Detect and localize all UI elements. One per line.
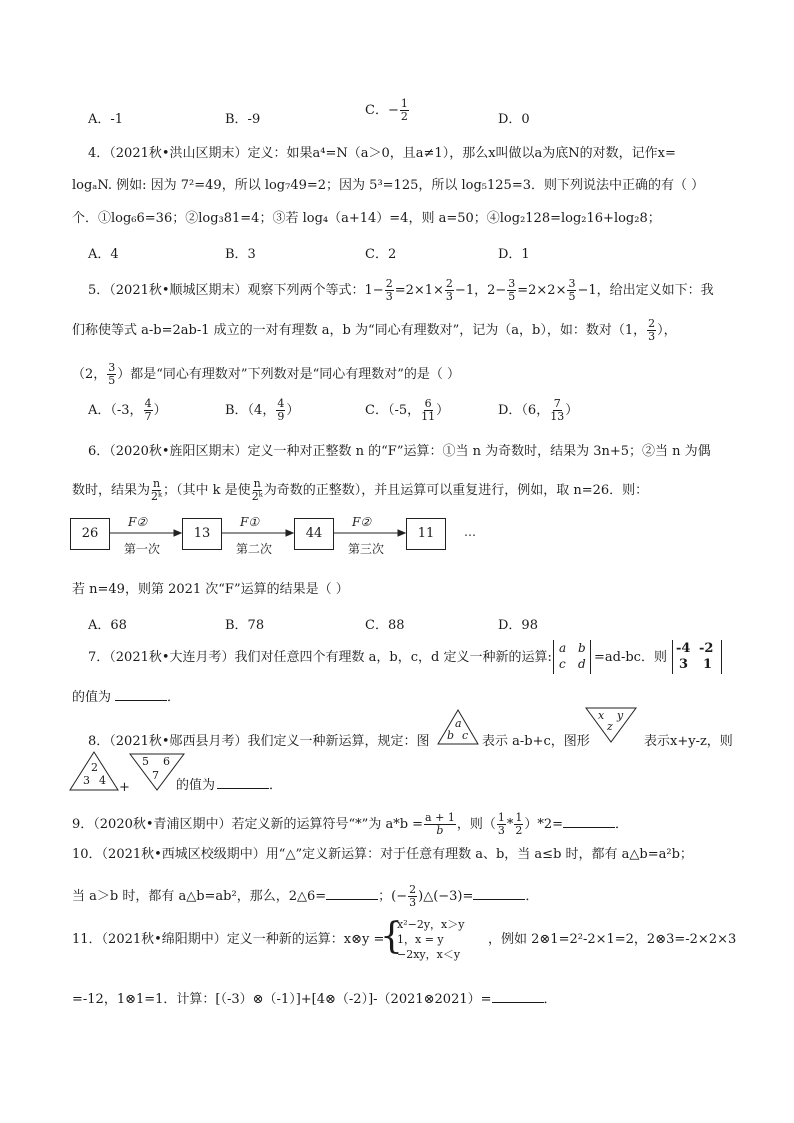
option-text: A．（-3， — [88, 403, 143, 418]
q10-line2 — [72, 884, 538, 909]
fraction-numerator: a + 1 — [425, 811, 455, 824]
fraction-denominator: 3 — [648, 330, 656, 343]
fraction-numerator: 4 — [144, 397, 152, 410]
tri-value: 3 — [83, 774, 90, 787]
option-text: C．（-5， — [365, 403, 421, 418]
q6-option-b: B．78 — [225, 618, 265, 633]
q7-line1: 7．（2021秋•大连月考）我们对任意四个有理数 a，b，c，d 定义一种新的运算: — [88, 650, 552, 665]
q7-text: 的值为 — [72, 690, 112, 705]
answer-blank[interactable] — [326, 887, 378, 900]
q11-text: =-12，1⊗1=1．计算：[（-3）⊗（-1）]+[4⊗（-2）]-（2021⊗2021）= — [72, 992, 492, 1007]
flow-box: 11 — [406, 518, 446, 550]
q10-text: ；(− — [378, 889, 408, 904]
flow-step-label: 第一次 — [124, 542, 161, 556]
fraction-denominator: 3 — [497, 824, 505, 837]
flow-ellipsis: … — [464, 525, 476, 539]
fraction-numerator: 2 — [648, 317, 656, 330]
flow-box: 13 — [182, 518, 222, 550]
q5-text: 们称使等式 a-b=2ab-1 成立的一对有理数 a，b 为“同心有理数对”，记为（a，b），如：数对（1， — [72, 323, 647, 338]
option-text: ） — [565, 403, 579, 418]
q8-line1-part2: 表示 a-b+c，图形 — [482, 734, 590, 749]
end-dot: ． — [525, 889, 539, 904]
fraction-numerator: n — [152, 477, 161, 490]
flow-step-label: 第二次 — [236, 542, 273, 556]
q10-line1: 10．（2021秋•西城区校级期中）用“△”定义新运算：对于任意有理数 a、b，当 a≤b 时，都有 a△b=a²b； — [72, 847, 693, 862]
q4-option-d: D．1 — [498, 247, 530, 262]
option-text: ） — [436, 403, 450, 418]
fraction-denominator: 5 — [508, 290, 516, 303]
option-text: B．（4， — [225, 403, 276, 418]
q4-line3: 个．①log₆6=36；②log₃81=4；③若 log₄（a+14）=4，则 a=50；④log₂128=log₂16+log₂8； — [72, 211, 661, 226]
fraction-numerator: 4 — [277, 397, 285, 410]
fraction-denominator: 5 — [108, 374, 116, 387]
fraction-numerator: 1 — [497, 811, 505, 824]
q10-text: 当 a＞b 时，都有 a△b=ab²，那么，2△6= — [72, 889, 327, 904]
fraction-numerator: 2 — [409, 883, 417, 896]
fraction-numerator: 7 — [553, 397, 561, 410]
tri-value: 6 — [163, 755, 170, 768]
case-row: x²−2y，x＞y — [397, 918, 465, 931]
q8-line1-part1: 8．（2021秋•郧西县月考）我们定义一种新运算，规定：图 — [88, 734, 430, 749]
matrix-cell: c — [559, 657, 566, 671]
tri-z: z — [607, 720, 613, 733]
q8-text: 的值为 — [176, 778, 216, 793]
flow-box: 26 — [70, 518, 110, 550]
fraction-denominator: 9 — [277, 410, 285, 423]
q5-text: ）， — [657, 323, 677, 338]
q11-line1-part2: ，例如 2⊗1=2²-2×1=2，2⊗3=-2×2×3 — [488, 932, 737, 947]
matrix-cell: 3 — [679, 657, 689, 672]
q11-line2 — [72, 990, 557, 1008]
q6-option-d: D．98 — [498, 618, 538, 633]
fraction-numerator: 1 — [515, 811, 523, 824]
q9-text: 9．（2020秋•青浦区期中）若定义新的运算符号“*”为 a*b = — [72, 817, 424, 832]
fraction-denominator: 11 — [421, 410, 436, 423]
end-dot: ． — [543, 992, 557, 1007]
tri-value: 2 — [91, 761, 98, 774]
fraction-denominator: 2 — [400, 110, 408, 123]
q7-equation: =ad-bc．则 — [594, 650, 667, 665]
flow-op-label: F② — [352, 515, 372, 529]
tri-b: b — [447, 729, 455, 742]
flow-op-label: F② — [128, 515, 148, 529]
q6-text: 数时，结果为 — [72, 483, 151, 498]
q11-cases — [397, 917, 464, 962]
fraction-numerator: 1 — [400, 97, 408, 110]
fraction-denominator: 2ᵏ — [151, 490, 163, 503]
option-text: ） — [286, 403, 300, 418]
tri-y: y — [617, 709, 624, 722]
q8-line1-part3: 表示x+y-z，则 — [644, 734, 733, 749]
q5-text: =2×2× — [517, 283, 567, 298]
fraction-denominator: 7 — [144, 410, 152, 423]
answer-blank[interactable] — [563, 815, 615, 828]
matrix-cell: d — [578, 657, 586, 671]
q6-line1: 6．（2020秋•旌阳区期末）定义一种对正整数 n 的“F”运算：①当 n 为奇数时，结果为 3n+5；②当 n 为偶 — [88, 444, 711, 459]
q4-option-b: B．3 — [225, 247, 256, 262]
fraction-numerator: 3 — [568, 277, 576, 290]
fraction-numerator: 2 — [445, 277, 453, 290]
q3-option-d: D．0 — [498, 112, 530, 127]
q4-option-a: A．4 — [88, 247, 119, 262]
q5-text: =2×1× — [394, 283, 444, 298]
q6-question: 若 n=49，则第 2021 次“F”运算的结果是（ ） — [72, 582, 349, 597]
option-text: ） — [153, 403, 167, 418]
q5-text: （2， — [72, 367, 107, 382]
fraction-denominator: 13 — [550, 410, 565, 423]
end-dot: ． — [269, 778, 283, 793]
matrix-cell: 1 — [703, 657, 713, 672]
flow-op-label: F① — [240, 515, 260, 529]
q4-line1: 4．（2021秋•洪山区期末）定义：如果a⁴=N（a＞0，且a≠1），那么x叫做以a为底N的对数，记作x= — [88, 146, 676, 161]
tri-value: 7 — [152, 769, 159, 782]
q8-line2 — [176, 776, 282, 794]
answer-blank[interactable] — [492, 990, 544, 1003]
matrix-cell: -4 — [676, 641, 691, 656]
q5-text: 5．（2021秋•顺城区期末）观察下列两个等式：1− — [88, 283, 384, 298]
q9-line — [72, 812, 628, 837]
case-row: 1，x = y — [397, 933, 444, 946]
fraction-denominator: 2ᵏ — [251, 490, 263, 503]
fraction-denominator: 3 — [385, 290, 393, 303]
tri-c: c — [462, 729, 469, 742]
flow-step-label: 第三次 — [348, 542, 385, 556]
q6-text: ；（其中 k 是使 — [163, 483, 251, 498]
q9-text: ，则（ — [456, 817, 496, 832]
fraction-numerator: 3 — [108, 361, 116, 374]
tri-a: a — [455, 717, 462, 730]
brace-icon: { — [380, 916, 403, 957]
fraction-denominator: b — [436, 824, 444, 837]
answer-blank[interactable] — [217, 776, 269, 789]
tri-x: x — [598, 709, 605, 722]
q6-text: 为奇数的正整数），并且运算可以重复进行，例如，取 n=26．则： — [263, 483, 649, 498]
fraction-denominator: 3 — [409, 896, 417, 909]
fraction-numerator: 6 — [424, 397, 432, 410]
fraction-numerator: 3 — [508, 277, 516, 290]
matrix-cell: a — [559, 641, 567, 655]
q5-text: −1，2− — [454, 283, 507, 298]
matrix-cell: b — [578, 641, 586, 655]
fraction-denominator: 3 — [445, 290, 453, 303]
fraction-denominator: 2 — [515, 824, 523, 837]
q3-option-b: B．-9 — [225, 112, 261, 127]
matrix-cell: -2 — [699, 641, 714, 656]
q6-option-a: A．68 — [88, 618, 127, 633]
q10-text: )△(−3)= — [418, 889, 474, 904]
q3-option-a: A．-1 — [88, 112, 124, 127]
fraction-numerator: n — [253, 477, 261, 490]
option-text: D．（6， — [498, 403, 550, 418]
star-operator: * — [506, 817, 514, 832]
tri-value: 5 — [142, 755, 149, 768]
flow-box: 44 — [294, 518, 334, 550]
fraction-denominator: 5 — [568, 290, 576, 303]
answer-blank[interactable] — [473, 887, 525, 900]
q4-option-c: C．2 — [365, 247, 397, 262]
end-dot: ． — [167, 690, 181, 705]
q6-option-c: C．88 — [365, 618, 405, 633]
q9-text: ）*2= — [524, 817, 564, 832]
q5-text: −1，给出定义如下：我 — [577, 283, 714, 298]
q4-line2: logₐN. 例如: 因为 7²=49，所以 log₇49=2；因为 5³=125，所以 log₅125=3．则下列说法中正确的有（ ） — [72, 178, 705, 193]
tri-value: 4 — [99, 774, 106, 787]
fraction-numerator: 2 — [385, 277, 393, 290]
case-row: −2xy，x＜y — [397, 948, 461, 961]
q5-text: ）都是“同心有理数对”下列数对是“同心有理数对”的是（ ） — [117, 367, 460, 382]
end-dot: ． — [615, 817, 629, 832]
q3-option-c-prefix: C．− — [365, 103, 399, 118]
q11-line1-part1: 11．（2021秋•绵阳期中）定义一种新的运算：x⊗y = — [72, 932, 385, 947]
plus-sign: + — [119, 780, 130, 795]
